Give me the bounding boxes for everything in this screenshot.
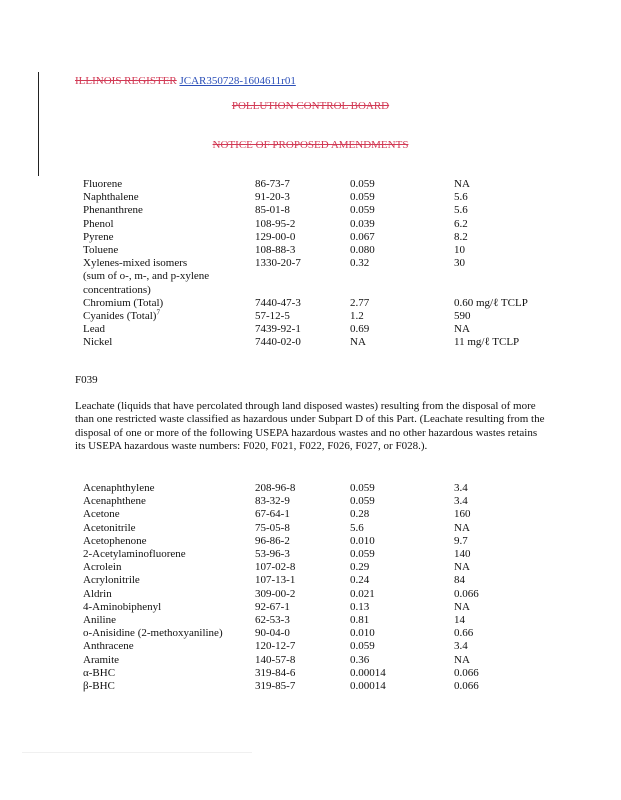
cas-number: 120-12-7 [255, 640, 296, 653]
table-row [83, 601, 564, 614]
table-row [83, 640, 564, 653]
wastewater-value: 0.059 [350, 495, 375, 508]
constituent-name: Cyanides (Total)$^7$ [83, 308, 160, 323]
constituent-name: Phenanthrene [83, 204, 143, 217]
register-header [75, 75, 296, 87]
constituent-name: Aramite [83, 653, 120, 666]
cas-number: 107-13-1 [255, 574, 296, 587]
nonwastewater-value: 0.60 mg/ℓ TCLP [454, 296, 528, 309]
table-row [83, 680, 564, 693]
constituent-name: α-BHC [83, 666, 116, 679]
nonwastewater-value: 590 [454, 310, 471, 323]
wastewater-value: 0.13 [350, 600, 370, 613]
wastewater-value: 0.059 [350, 482, 375, 494]
wastewater-value: 0.00014 [350, 666, 386, 679]
constituent-name: Nickel [83, 336, 113, 349]
nonwastewater-value: 3.4 [454, 482, 468, 494]
constituent-name: Aniline [83, 614, 116, 627]
wastewater-value: 0.36 [350, 653, 370, 666]
constituent-name: Acenaphthylene [83, 482, 155, 494]
cas-number: 208-96-8 [255, 482, 296, 494]
constituent-name: Acetophenone [83, 534, 147, 547]
nonwastewater-value: 84 [454, 574, 465, 587]
constituent-name: Acrolein [83, 561, 122, 574]
nonwastewater-value: NA [454, 653, 470, 666]
nonwastewater-value: NA [454, 561, 470, 574]
wastewater-value [350, 284, 454, 297]
wastewater-value: 5.6 [350, 521, 364, 534]
constituent-name: Acetonitrile [83, 521, 136, 534]
cas-number: 91-20-3 [255, 191, 290, 204]
table-row [83, 336, 564, 349]
nonwastewater-value: NA [454, 600, 470, 613]
wastewater-value: NA [350, 336, 366, 349]
cas-number: 83-32-9 [255, 495, 290, 508]
nonwastewater-value: NA [454, 521, 470, 534]
table-row [83, 574, 564, 587]
cas-number: 86-73-7 [255, 178, 290, 190]
notice-title: NOTICE OF PROPOSED AMENDMENTS [212, 139, 409, 151]
nonwastewater-value: NA [454, 323, 470, 336]
cas-number: 319-84-6 [255, 666, 296, 679]
constituent-name: (sum of o-, m-, and p-xylene [83, 270, 210, 283]
wastewater-value: 0.010 [350, 534, 375, 547]
constituent-name: Chromium (Total) [83, 296, 164, 309]
constituent-name: Acetone [83, 508, 120, 521]
table-row [83, 178, 564, 191]
waste-description: Leachate (liquids that have percolated through land disposed wastes) resulting from the disposal of more than one restricted waste classified as hazardous under Subpart D of this Part. (Leachate resulting from the disposal of one or more of the following USEPA hazardous wastes and no other hazardous wastes retains its USEPA hazardous waste numbers: F020, F021, F022, F026, F027, or F028.). [75, 400, 545, 453]
board-title: POLLUTION CONTROL BOARD [231, 100, 390, 112]
wastewater-value: 0.059 [350, 191, 375, 204]
wastewater-value: 0.81 [350, 614, 370, 627]
wastewater-value: 0.059 [350, 178, 375, 190]
cas-number: 7440-47-3 [255, 296, 301, 309]
wastewater-value: 0.00014 [350, 680, 386, 693]
table-row [83, 284, 564, 297]
nonwastewater-value: NA [454, 178, 470, 190]
nonwastewater-value: 5.6 [454, 204, 468, 217]
table-row [83, 204, 564, 217]
wastewater-value: 0.69 [350, 323, 370, 336]
nonwastewater-value: 9.7 [454, 534, 468, 547]
nonwastewater-value: 14 [454, 614, 465, 627]
wastewater-value: 0.28 [350, 508, 370, 521]
constituent-name: Acenaphthene [83, 495, 146, 508]
constituent-name: Fluorene [83, 178, 123, 190]
cas-number [255, 284, 350, 297]
cas-number: 129-00-0 [255, 230, 296, 243]
nonwastewater-value: 3.4 [454, 495, 468, 508]
constituent-name: Xylenes-mixed isomers [83, 257, 188, 270]
table-row [83, 535, 564, 548]
constituent-name: Lead [83, 323, 105, 336]
table-row [83, 257, 564, 270]
nonwastewater-value: 3.4 [454, 640, 468, 653]
cas-number: 319-85-7 [255, 680, 296, 693]
table-row [83, 270, 564, 283]
cas-number: 90-04-0 [255, 627, 290, 640]
wastewater-value: 0.039 [350, 217, 375, 230]
footer-rule [22, 752, 252, 753]
cas-number: 57-12-5 [255, 310, 290, 323]
table-row [83, 244, 564, 257]
cas-number: 140-57-8 [255, 653, 296, 666]
table-row [83, 654, 564, 667]
nonwastewater-value: 0.066 [454, 587, 479, 600]
wastewater-value: 0.010 [350, 627, 375, 640]
cas-number: 67-64-1 [255, 508, 290, 521]
cas-number: 7439-92-1 [255, 323, 301, 336]
table-row [83, 667, 564, 680]
constituent-name: Toluene [83, 244, 119, 257]
nonwastewater-value: 0.066 [454, 666, 479, 679]
nonwastewater-value: 160 [454, 508, 471, 521]
table-row [83, 482, 564, 495]
constituents-table-bottom [83, 482, 564, 693]
cas-number: 108-95-2 [255, 217, 296, 230]
constituent-name: 4-Aminobiphenyl [83, 600, 162, 613]
constituent-name: o-Anisidine (2-methoxyaniline) [83, 627, 223, 640]
table-row [83, 561, 564, 574]
cas-number: 108-88-3 [255, 244, 296, 257]
nonwastewater-value [454, 284, 564, 297]
constituent-name: Naphthalene [83, 191, 139, 204]
register-struck-text: ILLINOIS REGISTER [75, 75, 177, 87]
cas-number: 53-96-3 [255, 548, 290, 561]
table-row [83, 627, 564, 640]
wastewater-value: 0.021 [350, 587, 375, 600]
table-row [83, 495, 564, 508]
nonwastewater-value: 5.6 [454, 191, 468, 204]
nonwastewater-value: 8.2 [454, 230, 468, 243]
cas-number: 85-01-8 [255, 204, 290, 217]
constituent-name: β-BHC [83, 680, 115, 693]
constituent-name: Aldrin [83, 587, 112, 600]
cas-number: 1330-20-7 [255, 257, 301, 270]
constituents-table-top [83, 178, 564, 350]
wastewater-value: 0.32 [350, 257, 370, 270]
constituent-name: Pyrene [83, 230, 114, 243]
table-row [83, 218, 564, 231]
nonwastewater-value: 11 mg/ℓ TCLP [454, 336, 520, 349]
table-row [83, 310, 564, 323]
cas-number: 96-86-2 [255, 534, 290, 547]
wastewater-value: 0.080 [350, 244, 375, 257]
cas-number [255, 270, 350, 283]
nonwastewater-value: 30 [454, 257, 465, 270]
wastewater-value: 0.059 [350, 548, 375, 561]
cas-number: 92-67-1 [255, 600, 290, 613]
nonwastewater-value: 6.2 [454, 217, 468, 230]
table-row [83, 191, 564, 204]
table-row [83, 508, 564, 521]
waste-code: F039 [75, 374, 98, 386]
cas-number: 62-53-3 [255, 614, 290, 627]
wastewater-value: 0.059 [350, 204, 375, 217]
table-row [83, 522, 564, 535]
wastewater-value: 0.067 [350, 230, 375, 243]
wastewater-value: 0.24 [350, 574, 370, 587]
wastewater-value: 1.2 [350, 310, 364, 323]
constituent-name: Acrylonitrile [83, 574, 140, 587]
cas-number: 7440-02-0 [255, 336, 301, 349]
constituent-name: Phenol [83, 217, 114, 230]
nonwastewater-value: 0.066 [454, 680, 479, 693]
table-row [83, 323, 564, 336]
footnote-marker: 7 [156, 308, 160, 317]
table-row [83, 548, 564, 561]
table-row [83, 614, 564, 627]
register-inserted-text: JCAR350728-1604611r01 [179, 75, 296, 87]
nonwastewater-value: 10 [454, 244, 465, 257]
constituent-name: concentrations) [83, 283, 151, 296]
revision-margin-bar [38, 72, 39, 176]
nonwastewater-value: 140 [454, 548, 471, 561]
cas-number: 309-00-2 [255, 587, 296, 600]
wastewater-value: 0.29 [350, 561, 370, 574]
wastewater-value: 0.059 [350, 640, 375, 653]
table-row [83, 231, 564, 244]
nonwastewater-value [454, 270, 564, 283]
wastewater-value: 2.77 [350, 296, 370, 309]
constituent-name: 2-Acetylaminofluorene [83, 548, 186, 561]
table-row [83, 588, 564, 601]
constituent-name: Anthracene [83, 640, 134, 653]
cas-number: 107-02-8 [255, 561, 296, 574]
nonwastewater-value: 0.66 [454, 627, 474, 640]
cas-number: 75-05-8 [255, 521, 290, 534]
wastewater-value [350, 270, 454, 283]
